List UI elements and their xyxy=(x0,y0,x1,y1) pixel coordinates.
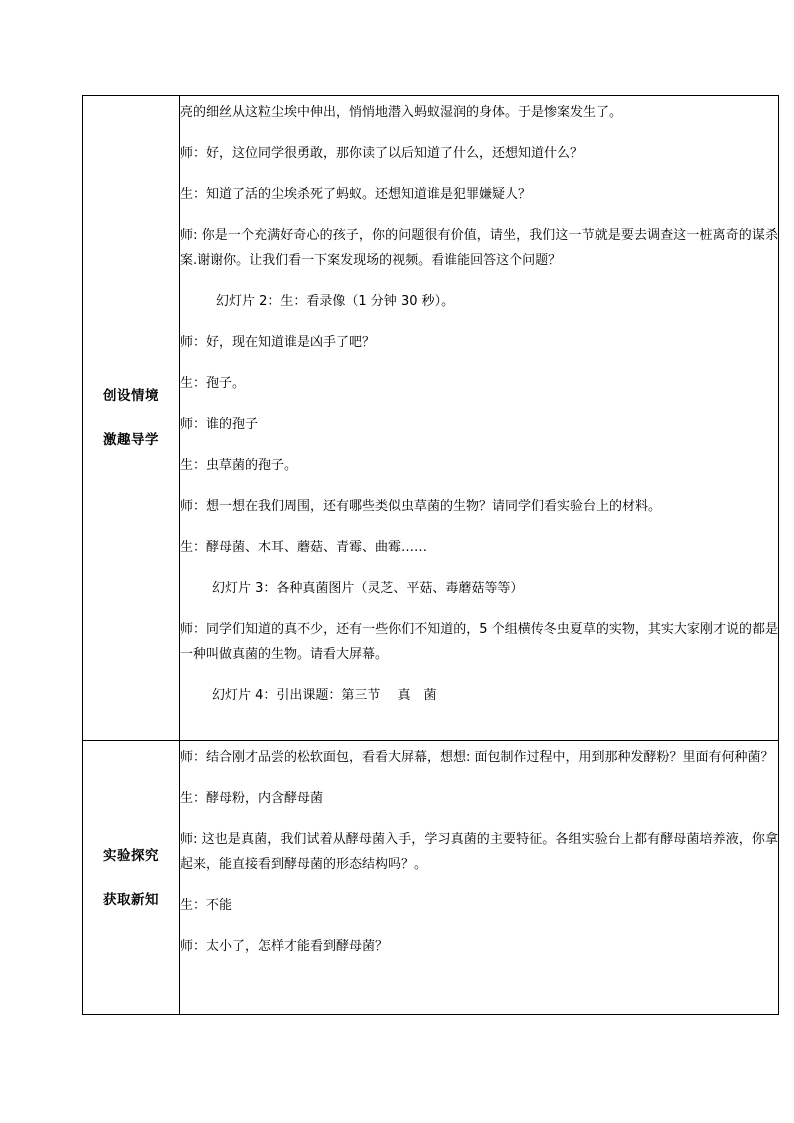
section-label-line1: 创设情境 xyxy=(103,388,159,404)
dialogue-paragraph: 师：谁的孢子 xyxy=(180,417,259,432)
section-label-line1: 实验探究 xyxy=(103,847,159,864)
dialogue-paragraph: 生：孢子。 xyxy=(180,376,246,391)
slide-note: 幻灯片 4：引出课题：第三节 真 菌 xyxy=(212,688,437,703)
table-row xyxy=(83,741,779,1015)
section-content-cell xyxy=(180,96,779,741)
dialogue-paragraph: 生：酵母菌、木耳、蘑菇、青霉、曲霉…… xyxy=(180,540,428,555)
dialogue-paragraph: 生：虫草菌的孢子。 xyxy=(180,458,298,473)
slide-note: 幻灯片 2：生：看录像（1 分钟 30 秒）。 xyxy=(216,294,455,309)
dialogue-paragraph: 师：太小了，怎样才能看到酵母菌？ xyxy=(180,939,389,954)
section-label-cell xyxy=(83,741,180,1015)
dialogue-paragraph: 师：好，现在知道谁是凶手了吧？ xyxy=(180,335,376,350)
table-row xyxy=(83,96,779,741)
dialogue-paragraph: 师: 这也是真菌，我们试着从酵母菌入手，学习真菌的主要特征。各组实验台上都有酵母菌培养液，你拿起来，能直接看到酵母菌的形态结构吗？。 xyxy=(180,832,778,872)
section-label-line2: 获取新知 xyxy=(103,891,159,908)
dialogue-paragraph: 师：好，这位同学很勇敢，那你读了以后知道了什么，还想知道什么？ xyxy=(180,146,584,161)
dialogue-paragraph: 生：酵母粉，内含酵母菌 xyxy=(180,791,324,806)
dialogue-paragraph: 师：想一想在我们周围，还有哪些类似虫草菌的生物？请同学们看实验台上的材料。 xyxy=(180,499,662,514)
slide-note: 幻灯片 3：各种真菌图片（灵芝、平菇、毒蘑菇等等） xyxy=(212,581,524,596)
section-label-cell xyxy=(83,96,180,741)
dialogue-paragraph: 师：结合刚才品尝的松软面包，看看大屏幕，想想: 面包制作过程中，用到那种发酵粉？里面有何种菌？ xyxy=(180,750,774,765)
section-content-cell xyxy=(180,741,779,1015)
dialogue-paragraph: 师：同学们知道的真不少，还有一些你们不知道的，5 个组横传冬虫夏草的实物，其实大家刚才说的都是一种叫做真菌的生物。请看大屏幕。 xyxy=(180,622,778,662)
dialogue-paragraph: 亮的细丝从这粒尘埃中伸出，悄悄地潜入蚂蚁湿润的身体。于是惨案发生了。 xyxy=(180,105,623,120)
dialogue-paragraph: 生：不能 xyxy=(180,898,233,913)
lesson-plan-table xyxy=(82,95,779,1015)
section-label-line2: 激趣导学 xyxy=(103,432,159,448)
dialogue-paragraph: 生：知道了活的尘埃杀死了蚂蚁。还想知道谁是犯罪嫌疑人？ xyxy=(180,187,532,202)
dialogue-paragraph: 师: 你是一个充满好奇心的孩子，你的问题很有价值，请坐，我们这一节就是要去调查这一桩离奇的谋杀案.谢谢你。让我们看一下案发现场的视频。看谁能回答这个问题？ xyxy=(180,228,778,268)
